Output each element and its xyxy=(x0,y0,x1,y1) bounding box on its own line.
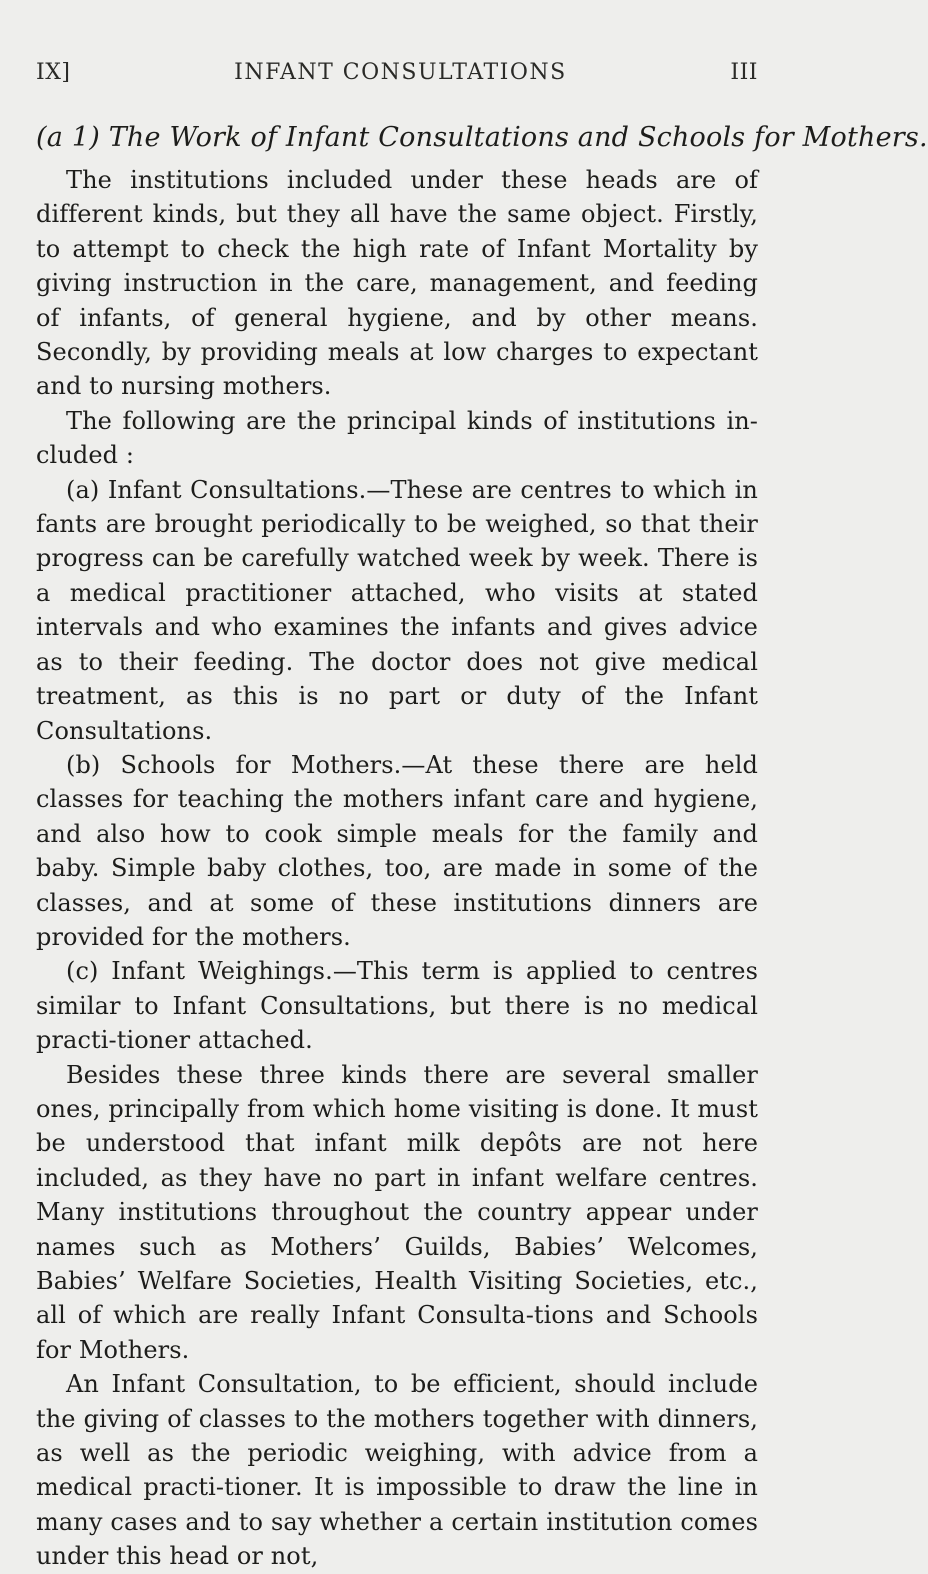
chapter-number: IX] xyxy=(36,60,71,85)
paragraph-kinds-intro: The following are the principal kinds of institutions in-cluded : xyxy=(36,406,758,470)
running-title: INFANT CONSULTATIONS xyxy=(234,60,567,85)
paragraph-infant-weighings: (c) Infant Weighings.—This term is applied to centres similar to Infant Consultations, but there is no medical practi-tioner attached. xyxy=(36,957,758,1055)
paragraph-efficiency: An Infant Consultation, to be efficient, should include the giving of classes to the mothers together with dinners, as well as the periodic weighing, with advice from a medical practi-tioner. It is impossible to draw the line in many cases and to say whether a certain institution comes under this head or not, xyxy=(36,1370,758,1571)
paragraph-schools-for-mothers: (b) Schools for Mothers.—At these there are held classes for teaching the mothers infant care and hygiene, and also how to cook simple meals for the family and baby. Simple baby clothes, too, are made in some of the classes, and at some of these institutions dinners are provided for the mothers. xyxy=(36,750,758,951)
running-header xyxy=(36,60,758,85)
paragraph-infant-consultations: (a) Infant Consultations.—These are centres to which in fants are brought periodically to be weighed, so that their progress can be carefully watched week by week. There is a medical practitioner attached, who visits at stated intervals and who examines the infants and gives advice as to their feeding. The doctor does not give medical treatment, as this is no part or duty of the Infant Consultations. xyxy=(36,475,758,745)
page-number: III xyxy=(730,60,758,85)
body-text xyxy=(36,163,758,1574)
paragraph-intro: The institutions included under these heads are of different kinds, but they all have the same object. Firstly, to attempt to check the high rate of Infant Mortality by giving instruction in the care, management, and feeding of infants, of general hygiene, and by other means. Secondly, by providing meals at low charges to expectant and to nursing mothers. xyxy=(36,166,758,401)
section-heading: (a 1) The Work of Infant Consultations and Schools for Mothers. xyxy=(36,122,928,153)
paragraph-smaller-kinds: Besides these three kinds there are several smaller ones, principally from which home visiting is done. It must be understood that infant milk depôts are not here included, as they have no part in infant welfare centres. Many institutions throughout the country appear under names such as Mothers’ Guilds, Babies’ Welcomes, Babies’ Welfare Societies, Health Visiting Societies, etc., all of which are really Infant Consulta-tions and Schools for Mothers. xyxy=(36,1060,758,1364)
